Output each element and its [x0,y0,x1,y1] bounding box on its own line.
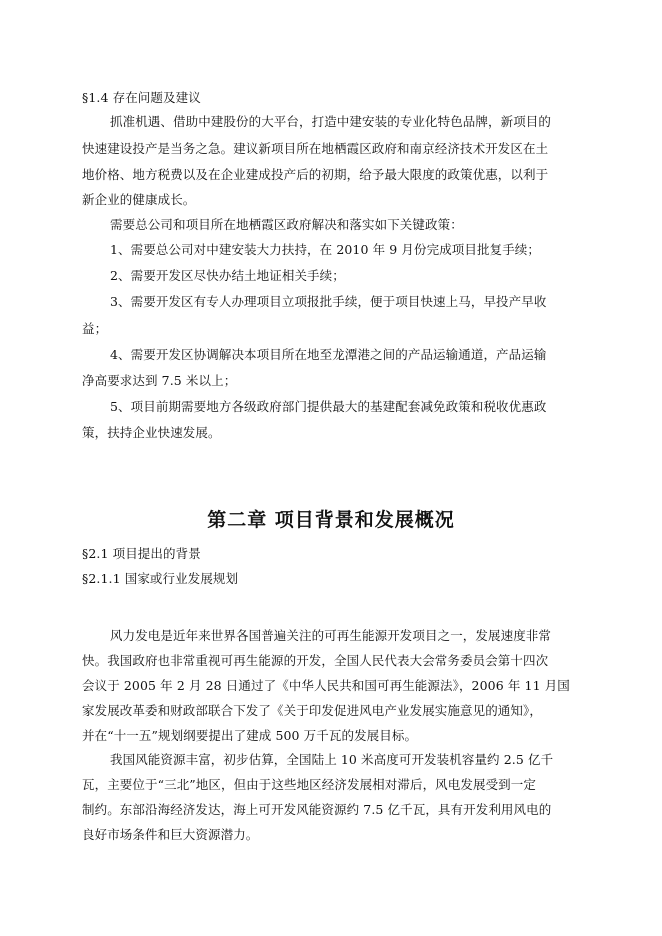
section-heading-2-1: §2.1 项目提出的背景 [82,546,201,561]
paragraph-line: 风力发电是近年来世界各国普遍关注的可再生能源开发项目之一，发展速度非常 [110,628,552,643]
list-item: 3、需要开发区有专人办理项目立项报批手续，便于项目快速上马，早投产早收 [110,294,547,309]
list-item: 5、项目前期需要地方各级政府部门提供最大的基建配套减免政策和税收优惠政 [110,399,547,414]
paragraph-line: 我国风能资源丰富，初步估算，全国陆上 10 米高度可开发装机容量约 2.5 亿千 [110,752,554,767]
list-item-continuation: 益； [82,321,108,336]
paragraph-line: 新企业的健康成长。 [82,192,196,207]
paragraph-line: 会议于 2005 年 2 月 28 日通过了《中华人民共和国可再生能源法》，2006 年 11 月国 [82,678,570,693]
paragraph-line: 家发展改革委和财政部联合下发了《关于印发促进风电产业发展实施意见的通知》， [82,703,542,718]
section-heading-1-4: §1.4 存在问题及建议 [82,90,201,105]
paragraph-line: 瓦，主要位于“三北”地区，但由于这些地区经济发展相对滞后，风电发展受到一定 [82,777,536,792]
paragraph-line: 地价格、地方税费以及在企业建成投产后的初期，给予最大限度的政策优惠，以利于 [82,167,549,182]
paragraph-line: 并在“十一五”规划纲要提出了建成 500 万千瓦的发展目标。 [82,728,418,743]
paragraph-line: 快。我国政府也非常重视可再生能源的开发，全国人民代表大会常务委员会第十四次 [82,653,549,668]
paragraph-line: 抓准机遇、借助中建股份的大平台，打造中建安装的专业化特色品牌，新项目的 [110,114,552,129]
paragraph-line: 良好市场条件和巨大资源潜力。 [82,827,259,842]
paragraph-line: 需要总公司和项目所在地栖霞区政府解决和落实如下关键政策： [110,217,463,232]
list-item-continuation: 净高要求达到 7.5 米以上； [82,373,237,388]
list-item: 1、需要总公司对中建安装大力扶持，在 2010 年 9 月份完成项目批复手续； [110,242,541,257]
section-heading-2-1-1: §2.1.1 国家或行业发展规划 [82,571,239,586]
paragraph-line: 快速建设投产是当务之急。建议新项目所在地栖霞区政府和南京经济技术开发区在土 [82,141,549,156]
paragraph-line: 制约。东部沿海经济发达，海上可开发风能资源约 7.5 亿千瓦，具有开发利用风电的 [82,802,552,817]
list-item-continuation: 策，扶持企业快速发展。 [82,425,221,440]
list-item: 2、需要开发区尽快办结土地证相关手续； [110,268,345,283]
chapter-title: 第二章 项目背景和发展概况 [207,509,455,531]
list-item: 4、需要开发区协调解决本项目所在地至龙潭港之间的产品运输通道，产品运输 [110,347,547,362]
